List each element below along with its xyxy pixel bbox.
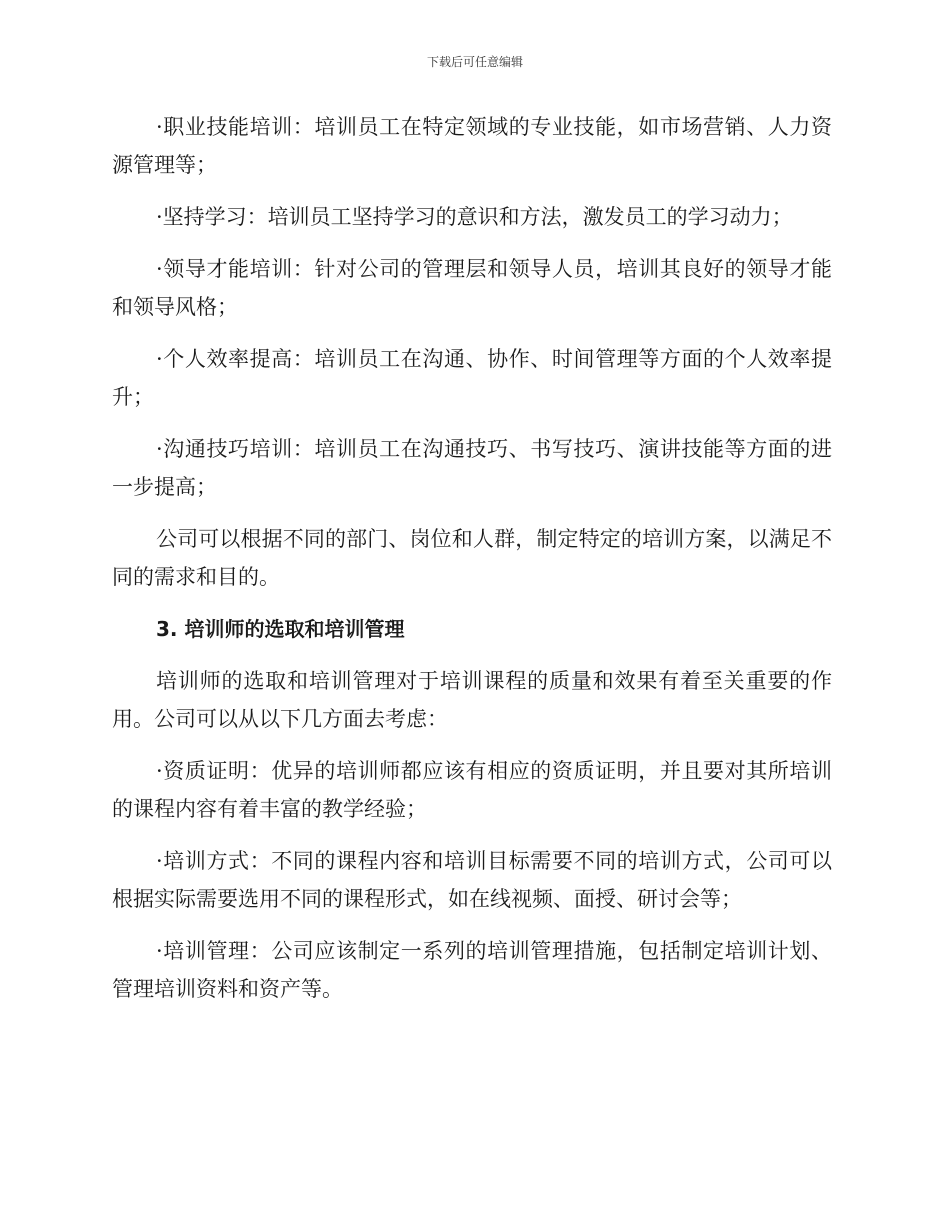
bullet-qualification: ·资质证明：优异的培训师都应该有相应的资质证明，并且要对其所培训的课程内容有着丰富的教学经验； — [112, 759, 832, 821]
summary-paragraph: 公司可以根据不同的部门、岗位和人群，制定特定的培训方案，以满足不同的需求和目的。 — [112, 527, 832, 589]
bullet-continuous-learning: ·坚持学习：培训员工坚持学习的意识和方法，激发员工的学习动力； — [156, 205, 793, 229]
intro-paragraph-trainer: 培训师的选取和培训管理对于培训课程的质量和效果有着至关重要的作用。公司可以从以下几方面去考虑： — [112, 669, 832, 731]
bullet-leadership-training: ·领导才能培训：针对公司的管理层和领导人员，培训其良好的领导才能和领导风格； — [112, 257, 832, 319]
bullet-vocational-skills: ·职业技能培训：培训员工在特定领域的专业技能，如市场营销、人力资源管理等； — [112, 115, 832, 177]
bullet-personal-efficiency: ·个人效率提高：培训员工在沟通、协作、时间管理等方面的个人效率提升； — [112, 347, 832, 409]
bullet-communication-skills: ·沟通技巧培训：培训员工在沟通技巧、书写技巧、演讲技能等方面的进一步提高； — [112, 437, 832, 499]
bullet-training-method: ·培训方式：不同的课程内容和培训目标需要不同的培训方式，公司可以根据实际需要选用不同的课程形式，如在线视频、面授、研讨会等； — [112, 849, 832, 911]
section-heading-trainer-selection: 3. 培训师的选取和培训管理 — [156, 617, 405, 641]
document-body — [112, 108, 832, 1022]
bullet-training-management: ·培训管理：公司应该制定一系列的培训管理措施，包括制定培训计划、管理培训资料和资产等。 — [112, 939, 832, 1001]
page-header: 下载后可任意编辑 — [426, 55, 523, 69]
